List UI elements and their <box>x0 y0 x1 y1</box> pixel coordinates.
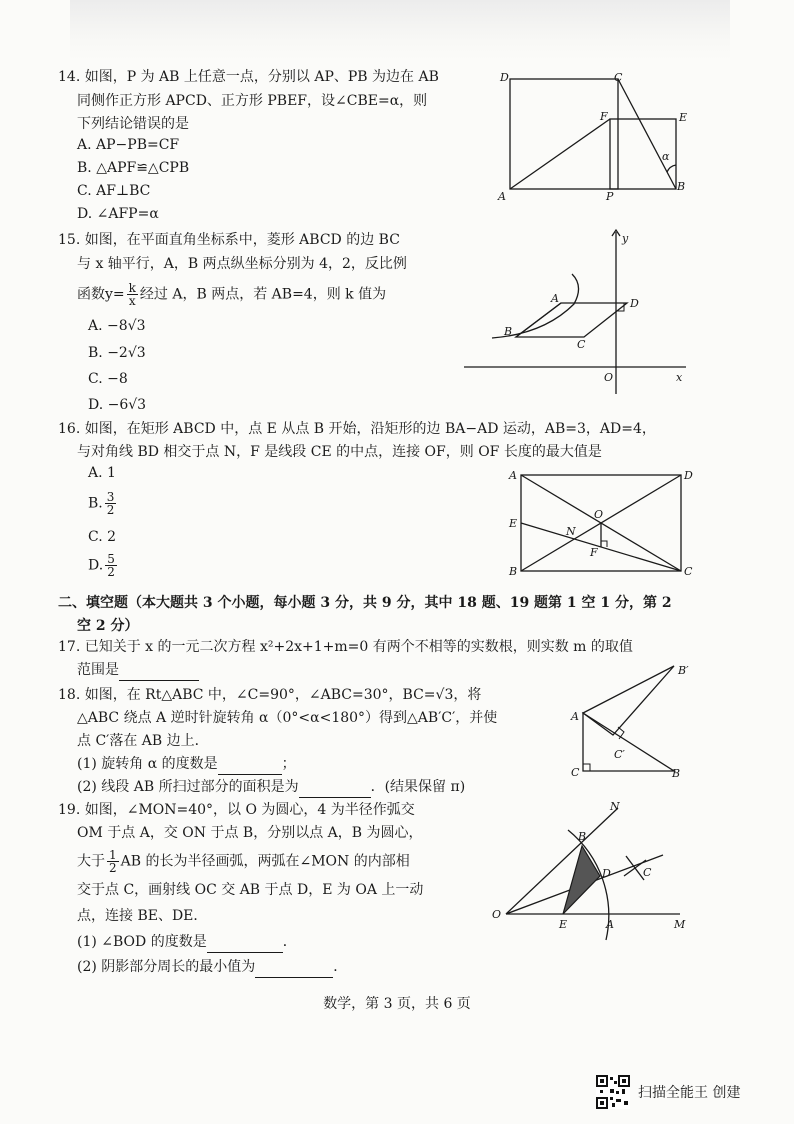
q18-sub1 <box>77 754 296 775</box>
q15-frac-den: x <box>128 294 136 308</box>
q19-line5: 点，连接 BE、DE． <box>77 908 208 924</box>
q15-option-c: C. −8 <box>88 371 128 387</box>
q16-label-e: E <box>509 517 518 530</box>
q18-sub2 <box>77 777 465 798</box>
q16-label-a: A <box>509 469 517 482</box>
q16-option-b-fraction <box>105 491 117 516</box>
q17-line2 <box>77 660 199 681</box>
q17-line2-text: 范围是 <box>77 662 119 678</box>
q16-option-a: A. 1 <box>88 465 116 481</box>
q14-label-a: A <box>498 190 506 203</box>
q16-option-c: C. 2 <box>88 529 117 545</box>
q14-label-d: D <box>500 71 509 84</box>
q16-label-f: F <box>590 546 598 559</box>
segment-af <box>510 119 610 189</box>
q14-label-e: E <box>679 111 688 124</box>
q16-d-den: 2 <box>107 565 115 579</box>
q19-figure <box>488 800 694 942</box>
q15-label-o: O <box>604 371 614 384</box>
q19-sub1-blank[interactable] <box>207 932 283 953</box>
q19-label-e: E <box>559 918 568 931</box>
q19-line1: 19. 如图，∠MON=40°，以 O 为圆心，4 为半径作弧交 <box>58 802 415 818</box>
q14-option-d: D. ∠AFP=α <box>77 206 159 222</box>
q19-label-c: C <box>643 866 652 879</box>
q14-label-alpha: α <box>662 150 670 163</box>
q19-sub2-period: ． <box>333 959 348 975</box>
q19-label-a: A <box>606 918 614 931</box>
q19-line2: OM 于点 A，交 ON 于点 B，分别以点 A，B 为圆心， <box>77 825 423 841</box>
q19-sub2-text: (2) 阴影部分周长的最小值为 <box>77 959 256 975</box>
q16-d-num: 5 <box>107 552 115 566</box>
q19-frac-den: 2 <box>109 861 117 875</box>
q14-line3: 下列结论错误的是 <box>77 116 189 132</box>
q19-label-o: O <box>492 908 502 921</box>
q14-option-b: B. △APF≌△CPB <box>77 160 190 176</box>
q19-sub2 <box>77 957 347 978</box>
q19-fraction <box>107 849 119 874</box>
q14-line1: 14. 如图，P 为 AB 上任意一点，分别以 AP、PB 为边在 AB <box>58 69 439 85</box>
q15-option-b: B. −2√3 <box>88 345 146 361</box>
page-footer: 数学，第 3 页，共 6 页 <box>323 996 471 1012</box>
q15-func-prefix: 函数y= <box>77 286 125 303</box>
q15-label-b: B <box>504 325 513 338</box>
q18-sub2-tail: ．(结果保留 π) <box>370 779 466 795</box>
q16-figure <box>506 465 696 581</box>
q18-sub2-text: (2) 线段 AB 所扫过部分的面积是为 <box>77 779 299 795</box>
square-apcd <box>510 79 618 189</box>
rhombus-abcd <box>516 303 627 337</box>
q14-option-c: C. AF⊥BC <box>77 183 151 199</box>
q16-option-b-prefix: B. <box>88 495 103 512</box>
q14-line2: 同侧作正方形 APCD、正方形 PBEF，设∠CBE=α，则 <box>77 93 428 109</box>
q16-b-den: 2 <box>106 503 115 517</box>
q19-line3-prefix: 大于 <box>77 853 105 870</box>
q18-label-c1: C′ <box>614 748 625 761</box>
shaded-region <box>563 846 600 914</box>
q16-line2: 与对角线 BD 相交于点 N，F 是线段 CE 的中点，连接 OF，则 OF 长度的最大值是 <box>77 444 602 460</box>
q15-figure <box>464 226 694 398</box>
q14-option-a: A. AP−PB=CF <box>77 137 180 153</box>
qr-code-icon <box>596 1075 630 1109</box>
q16-label-d: D <box>684 469 693 482</box>
q14-label-b: B <box>677 180 686 193</box>
q19-frac-num: 1 <box>109 848 117 862</box>
ray-on <box>506 808 618 914</box>
q18-sub1-text: (1) 旋转角 α 的度数是 <box>77 756 218 772</box>
section-2-heading-cont: 空 2 分） <box>77 618 139 634</box>
q18-line2: △ABC 绕点 A 逆时针旋转角 α（0°<α<180°）得到△AB′C′，并使 <box>77 710 498 726</box>
q16-option-d <box>88 553 119 578</box>
q15-label-x: x <box>676 371 683 384</box>
q15-line2: 与 x 轴平行，A，B 两点纵坐标分别为 4，2，反比例 <box>77 256 407 272</box>
q15-option-d: D. −6√3 <box>88 397 147 413</box>
q15-fraction <box>127 282 138 307</box>
segment-cb <box>618 79 676 189</box>
scan-shadow <box>70 0 730 60</box>
q16-line1: 16. 如图，在矩形 ABCD 中，点 E 从点 B 开始，沿矩形的边 BA−AD 运动，AB=3，AD=4， <box>58 421 656 437</box>
q19-label-n: N <box>610 800 620 813</box>
q15-option-a: A. −8√3 <box>88 318 146 334</box>
section-2-heading: 二、填空题（本大题共 3 个小题，每小题 3 分，共 9 分，其中 18 题、19 题第 1 空 1 分，第 2 <box>58 595 672 611</box>
q18-label-a: A <box>571 710 579 723</box>
q14-label-c: C <box>614 71 623 84</box>
q18-line1: 18. 如图，在 Rt△ABC 中，∠C=90°，∠ABC=30°，BC=√3，将 <box>58 687 482 703</box>
triangle-abc <box>583 713 674 771</box>
right-angle-mark-f <box>601 541 607 547</box>
q18-label-b1: B′ <box>678 664 689 677</box>
q17-answer-blank[interactable] <box>119 660 199 681</box>
q19-line3-suffix: AB 的长为半径画弧，两弧在∠MON 的内部相 <box>120 853 410 870</box>
q15-func-suffix: 经过 A，B 两点，若 AB=4，则 k 值为 <box>139 286 387 303</box>
q15-line3 <box>77 282 386 307</box>
right-angle-c <box>583 764 590 771</box>
angle-alpha-arc <box>667 165 676 172</box>
q19-line4: 交于点 C，画射线 OC 交 AB 于点 D，E 为 OA 上一动 <box>77 882 424 898</box>
q16-option-d-prefix: D. <box>88 557 104 574</box>
q16-label-o: O <box>594 508 604 521</box>
q19-sub1-text: (1) ∠BOD 的度数是 <box>77 934 207 950</box>
scanner-brand-text: 扫描全能王 创建 <box>638 1085 741 1101</box>
q15-line1: 15. 如图，在平面直角坐标系中，菱形 ABCD 的边 BC <box>58 232 400 248</box>
q16-label-b: B <box>509 565 518 578</box>
q14-figure <box>494 68 694 204</box>
q14-label-f: F <box>600 110 608 123</box>
q16-b-num: 3 <box>106 490 115 504</box>
q18-line3: 点 C′落在 AB 边上． <box>77 733 209 749</box>
q15-label-c: C <box>577 338 586 351</box>
q19-label-d: D <box>602 867 611 880</box>
q14-label-p: P <box>606 190 614 203</box>
q19-label-m: M <box>674 918 686 931</box>
q19-sub1 <box>77 932 297 953</box>
q18-sub1-period: ； <box>281 756 296 772</box>
q18-label-c: C <box>571 766 580 779</box>
q16-label-c: C <box>684 565 693 578</box>
q18-label-b: B <box>672 767 681 780</box>
q15-label-y: y <box>622 232 629 245</box>
q15-label-d: D <box>630 297 639 310</box>
q18-sub2-blank[interactable] <box>299 777 371 798</box>
q17-line1: 17. 已知关于 x 的一元二次方程 x²+2x+1+m=0 有两个不相等的实数根，则实数 m 的取值 <box>58 639 633 655</box>
q19-sub2-blank[interactable] <box>255 957 333 978</box>
q19-sub1-period: ． <box>282 934 297 950</box>
q15-frac-num: k <box>128 281 136 295</box>
triangle-ab1c1 <box>583 666 674 735</box>
q18-sub1-blank[interactable] <box>218 754 282 775</box>
q19-line3 <box>77 849 410 874</box>
scanner-watermark <box>596 1075 740 1109</box>
q19-label-b: B <box>578 830 587 843</box>
q18-figure <box>566 660 698 782</box>
q16-label-n: N <box>566 525 576 538</box>
q16-option-d-fraction <box>105 553 117 578</box>
q15-label-a: A <box>551 292 559 305</box>
q16-option-b <box>88 491 118 516</box>
